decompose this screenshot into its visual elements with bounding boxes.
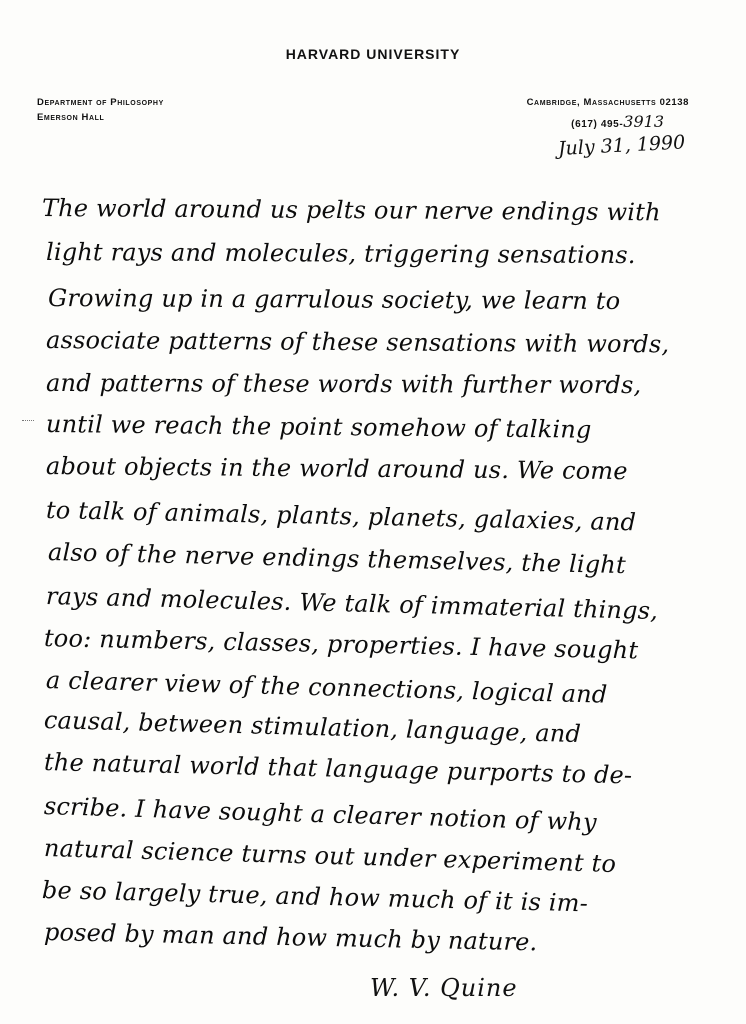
- signature: W. V. Quine: [370, 974, 518, 1002]
- body-line: The world around us pelts our nerve endings with: [41, 194, 661, 227]
- building-name: Emerson Hall: [37, 112, 105, 123]
- stray-ink-mark: [22, 420, 34, 423]
- body-line: rays and molecules. We talk of immaterial things,: [45, 582, 659, 625]
- body-line: until we reach the point somehow of talking: [45, 410, 592, 444]
- body-line: Growing up in a garrulous society, we learn to: [47, 284, 621, 315]
- body-line: causal, between stimulation, language, and: [43, 706, 582, 749]
- body-line: a clearer view of the connections, logical and: [45, 666, 608, 709]
- letter-date: July 31, 1990: [557, 131, 686, 160]
- letterhead-institution: HARVARD UNIVERSITY: [285, 46, 461, 62]
- body-line: light rays and molecules, triggering sensations.: [45, 238, 636, 270]
- body-line: scribe. I have sought a clearer notion of why: [43, 792, 598, 837]
- body-line: natural science turns out under experiment to: [43, 834, 617, 878]
- body-line: also of the nerve endings themselves, the light: [47, 538, 627, 580]
- letterhead-address: [527, 95, 689, 110]
- body-line: to talk of animals, plants, planets, galaxies, and: [45, 496, 637, 537]
- body-line: posed by man and how much by nature.: [43, 918, 538, 957]
- letterhead-department: [37, 95, 164, 125]
- body-line: associate patterns of these sensations with words,: [45, 326, 670, 359]
- body-line: the natural world that language purports to de-: [43, 748, 633, 790]
- city-address: Cambridge, Massachusetts 02138: [526, 97, 689, 108]
- department-name: Department of Philosophy: [37, 97, 164, 108]
- phone-handwritten-extension: 3913: [623, 112, 664, 131]
- letterhead-phone: [571, 112, 664, 131]
- body-line: be so largely true, and how much of it is im-: [41, 876, 589, 918]
- body-line: about objects in the world around us. We come: [45, 452, 628, 486]
- body-line: and patterns of these words with further words,: [45, 369, 642, 400]
- phone-prefix: (617) 495-: [571, 119, 624, 130]
- body-line: too: numbers, classes, properties. I have sought: [43, 624, 639, 665]
